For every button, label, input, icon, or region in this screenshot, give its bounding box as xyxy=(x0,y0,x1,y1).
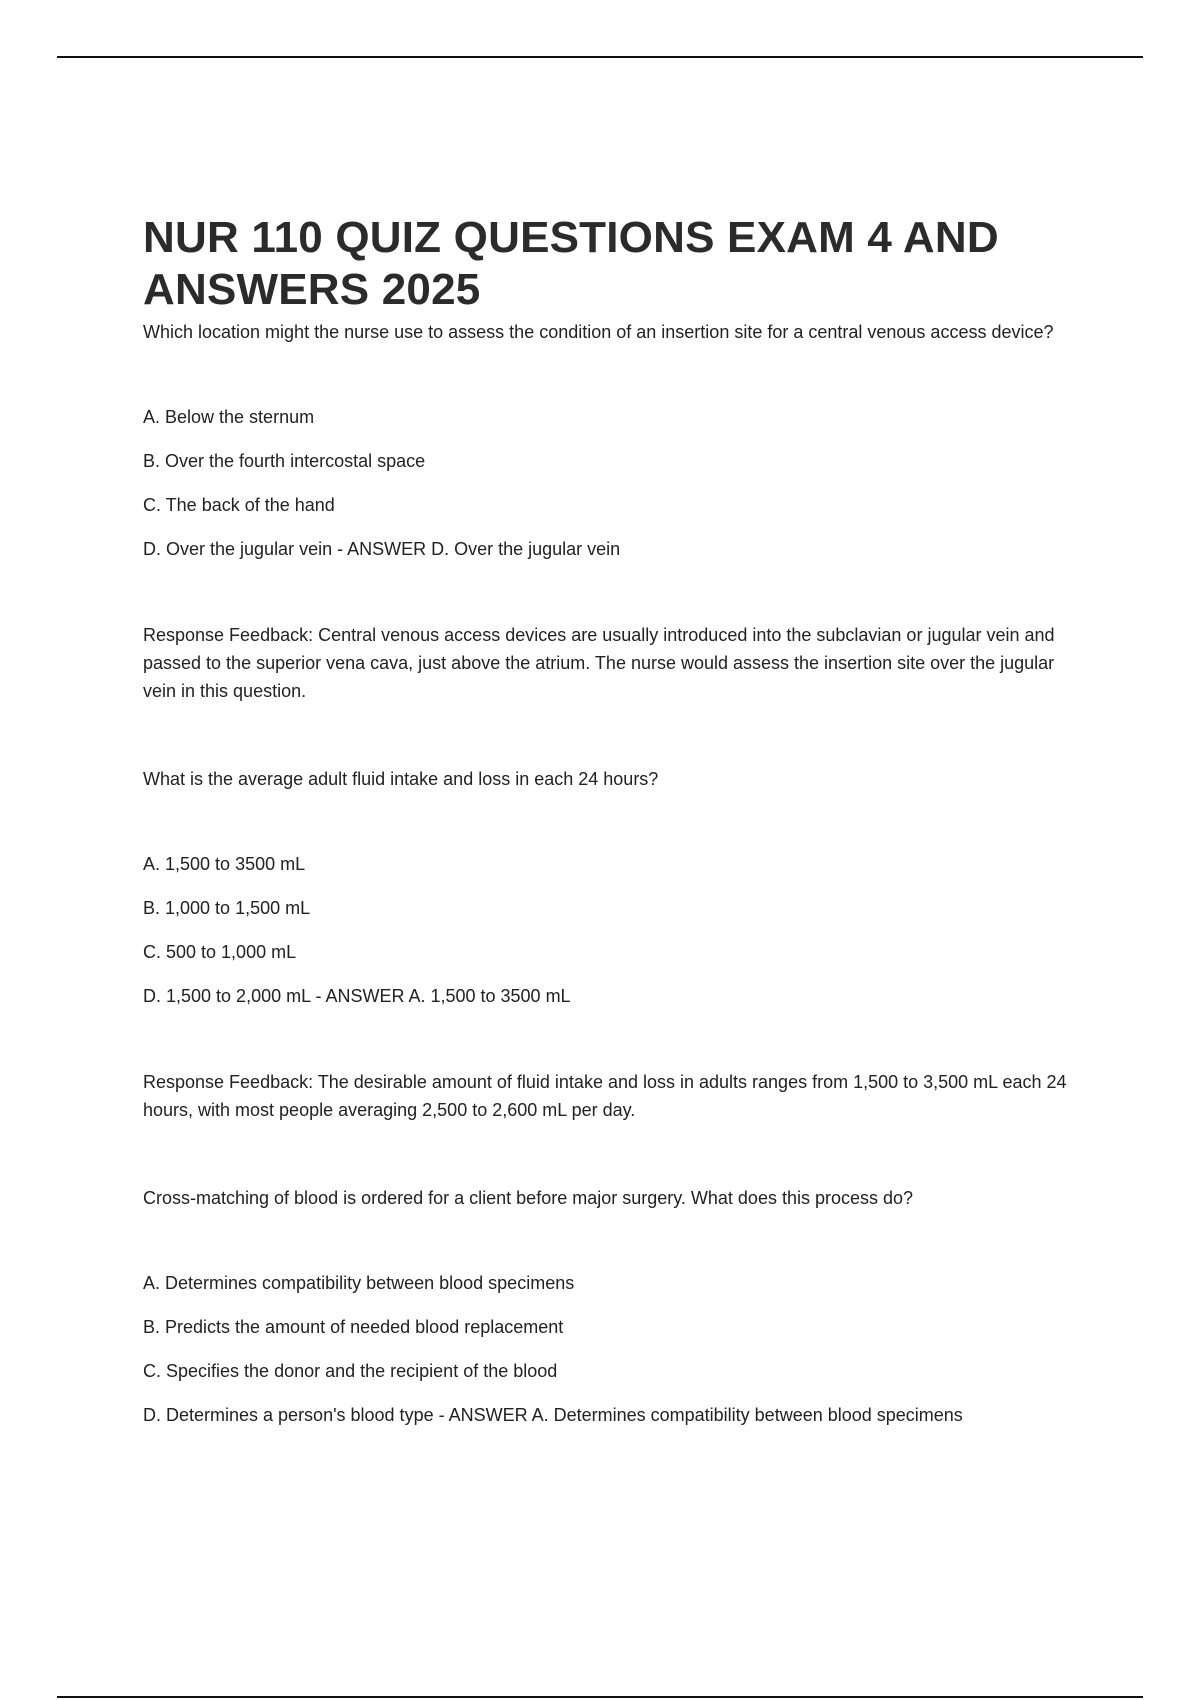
option-a: A. Determines compatibility between blood specimens xyxy=(143,1273,575,1293)
options-list xyxy=(143,850,1083,1010)
response-feedback: Response Feedback: The desirable amount of fluid intake and loss in adults ranges from 1,500 to 3,500 mL each 24 hours, with most people averaging 2,500 to 2,600 mL per day. xyxy=(143,1072,1067,1120)
option-c: C. The back of the hand xyxy=(143,495,335,515)
option-d-answer: D. Determines a person's blood type - ANSWER A. Determines compatibility between blood specimens xyxy=(143,1405,963,1425)
option-c: C. 500 to 1,000 mL xyxy=(143,942,297,962)
question-text: Cross-matching of blood is ordered for a client before major surgery. What does this process do? xyxy=(143,1188,914,1208)
option-d-answer: D. 1,500 to 2,000 mL - ANSWER A. 1,500 to 3500 mL xyxy=(143,986,571,1006)
document-body xyxy=(143,212,1083,1429)
header-rule xyxy=(57,56,1143,58)
option-b: B. 1,000 to 1,500 mL xyxy=(143,898,311,918)
footer-rule xyxy=(57,1696,1143,1698)
document-title: NUR 110 QUIZ QUESTIONS EXAM 4 AND ANSWERS 2025 xyxy=(143,213,999,314)
option-a: A. 1,500 to 3500 mL xyxy=(143,854,306,874)
options-list xyxy=(143,403,1083,563)
option-a: A. Below the sternum xyxy=(143,407,315,427)
option-c: C. Specifies the donor and the recipient of the blood xyxy=(143,1361,558,1381)
option-b: B. Predicts the amount of needed blood replacement xyxy=(143,1317,564,1337)
options-list xyxy=(143,1269,1083,1429)
question-block xyxy=(143,318,1083,705)
question-text: What is the average adult fluid intake and loss in each 24 hours? xyxy=(143,769,659,789)
response-feedback: Response Feedback: Central venous access devices are usually introduced into the subclavian or jugular vein and passed to the superior vena cava, just above the atrium. The nurse would assess the insertion site over the jugular vein in this question. xyxy=(143,625,1055,701)
question-block xyxy=(143,765,1083,1124)
question-text: Which location might the nurse use to assess the condition of an insertion site for a central venous access device? xyxy=(143,322,1054,342)
option-b: B. Over the fourth intercostal space xyxy=(143,451,426,471)
option-d-answer: D. Over the jugular vein - ANSWER D. Over the jugular vein xyxy=(143,539,621,559)
question-block xyxy=(143,1184,1083,1429)
